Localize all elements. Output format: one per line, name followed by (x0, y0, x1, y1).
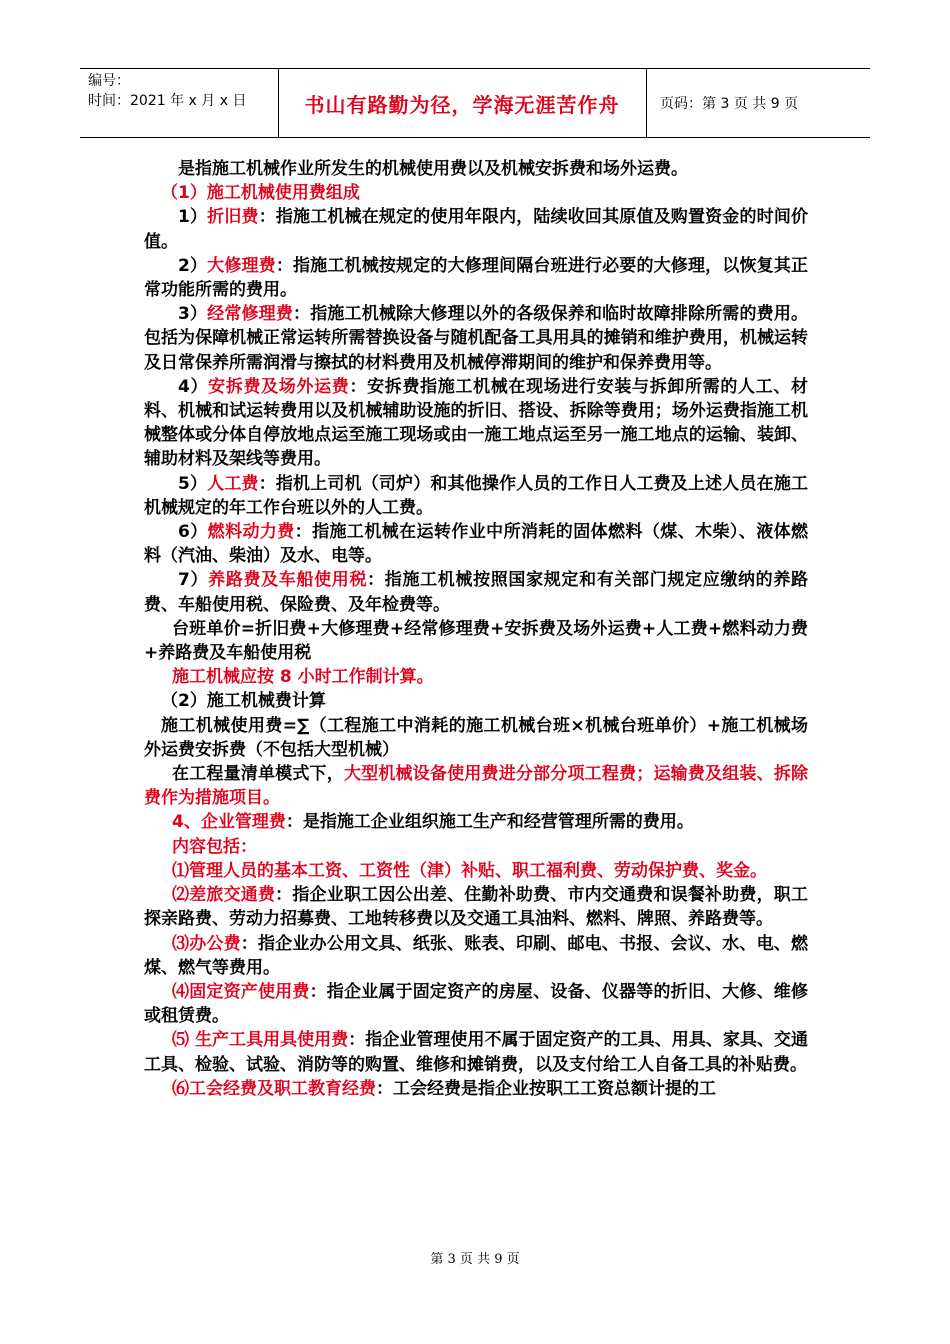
header-divider (646, 69, 647, 137)
list-item: ⑴管理人员的基本工资、工资性（津）补贴、职工福利费、劳动保护费、奖金。 (172, 860, 767, 881)
list-intro: 内容包括： (172, 836, 257, 857)
list-item (144, 375, 808, 472)
heading-text: （1）施工机械使用费组成 (161, 183, 360, 204)
item-term: ⑶办公费 (172, 933, 241, 954)
list-item (144, 932, 808, 980)
item-term: ⑹工会经费及职工教育经费 (172, 1078, 376, 1099)
note: 施工机械应按 8 小时工作制计算。 (172, 667, 434, 688)
paragraph: 是指施工机械作业所发生的机械使用费以及机械安拆费和场外运费。 (178, 159, 688, 179)
list-item (144, 205, 808, 253)
list-item (144, 520, 808, 568)
item-number: 4） (178, 376, 209, 397)
header-meta (88, 71, 278, 111)
list-item (144, 302, 808, 375)
item-text: ：指施工机械除大修理以外的各级保养和临时故障排除所需的费用。包括为保障机械正常运转所需替换设备与随机配备工具用具的摊销和维护费用，机械运转及日常保养所需润滑与擦拭的材料费用及机械停滞期间的维护和保养费用等。 (144, 304, 808, 373)
item-term: 大修理费 (207, 255, 276, 276)
item-text: ：安拆费指施工机械在现场进行安装与拆卸所需的人工、材料、机械和试运转费用以及机械辅助设施的折旧、搭设、拆除等费用；场外运费指施工机械整体或分体自停放地点运至施工现场或由一施工地点运至另一施工地点的运输、装卸、辅助材料及架线等费用。 (144, 376, 808, 470)
item-number: 3） (178, 304, 208, 325)
item-text: ：指施工机械在运转作业中所消耗的固体燃料（煤、木柴）、液体燃料（汽油、柴油）及水、电等。 (144, 522, 809, 567)
list-item (144, 568, 808, 616)
paragraph (144, 762, 808, 810)
heading-text: ：是指施工企业组织施工生产和经营管理所需的费用。 (285, 812, 694, 833)
item-term: 经常修理费 (207, 304, 294, 325)
item-number: 5） (178, 473, 208, 494)
list-item (144, 1077, 808, 1101)
item-text: ：指机上司机（司炉）和其他操作人员的工作日人工费及上述人员在施工机械规定的年工作台班以外的人工费。 (144, 473, 808, 518)
item-number: 6） (178, 522, 208, 543)
page-header (80, 68, 870, 138)
page-footer: 第 3 页 共 9 页 (430, 1252, 520, 1267)
item-term: 人工费 (207, 473, 259, 494)
item-number: 7） (178, 570, 209, 591)
item-text: ：指企业属于固定资产的房屋、设备、仪器等的折旧、大修、维修或租赁费。 (144, 981, 809, 1027)
item-text: ：指施工机械按规定的大修理间隔台班进行必要的大修理，以恢复其正常功能所需的费用。 (144, 255, 808, 301)
section-heading (144, 181, 808, 205)
item-text: ：指企业办公用文具、纸张、账表、印刷、邮电、书报、会议、水、电、燃煤、燃气等费用。 (144, 933, 809, 978)
date-label: 时间：2021 年 x 月 x 日 (88, 93, 247, 109)
item-term: 安拆费及场外运费 (208, 376, 350, 397)
item-text: ：指施工机械按照国家规定和有关部门规定应缴纳的养路费、车船使用税、保险费、及年检费等。 (144, 570, 809, 615)
serial-label: 编号： (88, 73, 130, 89)
formula: 施工机械使用费=∑（工程施工中消耗的施工机械台班×机械台班单价）+施工机械场外运费安拆费（不包括大型机械） (144, 715, 808, 760)
item-term: ⑸ 生产工具用具使用费 (172, 1030, 349, 1051)
list-item (144, 254, 808, 302)
heading-term: 4、企业管理费 (172, 812, 286, 833)
item-number: 2） (178, 255, 208, 276)
header-page-number: 页码：第 3 页 共 9 页 (660, 96, 799, 112)
item-text: ：指企业职工因公出差、住勤补助费、市内交通费和误餐补助费，职工探亲路费、劳动力招募费、工地转移费以及交通工具油料、燃料、牌照、养路费等。 (144, 885, 809, 930)
list-item (144, 883, 808, 931)
item-text: ：工会经费是指企业按职工工资总额计提的工 (376, 1078, 716, 1099)
item-text: ：指施工机械在规定的使用年限内，陆续收回其原值及购置资金的时间价值。 (144, 207, 808, 252)
document-body (144, 157, 808, 1101)
item-number: 1） (178, 207, 208, 228)
header-motto: 书山有路勤为径，学海无涯苦作舟 (304, 92, 620, 117)
item-term: ⑵差旅交通费 (172, 885, 276, 906)
highlight-text: 大型机械设备使用费进分部分项工程费；运输费及组装、拆除费作为措施项目。 (144, 764, 809, 809)
section-heading (144, 810, 808, 834)
list-item (144, 1028, 808, 1076)
item-term: ⑷固定资产使用费 (172, 981, 310, 1002)
paragraph-text: 在工程量清单模式下， (172, 764, 344, 785)
list-item (144, 980, 808, 1028)
item-term: 燃料动力费 (207, 522, 295, 543)
formula: 台班单价=折旧费+大修理费+经常修理费+安拆费及场外运费+人工费+燃料动力费+养路费及车船使用税 (144, 618, 808, 664)
item-text: ：指企业管理使用不属于固定资产的工具、用具、家具、交通工具、检验、试验、消防等的购置、维修和摊销费，以及支付给工人自备工具的补贴费。 (144, 1030, 809, 1075)
item-term: 折旧费 (207, 207, 259, 228)
item-term: 养路费及车船使用税 (208, 570, 368, 591)
list-item (144, 472, 808, 520)
section-heading: （2）施工机械费计算 (161, 691, 326, 712)
